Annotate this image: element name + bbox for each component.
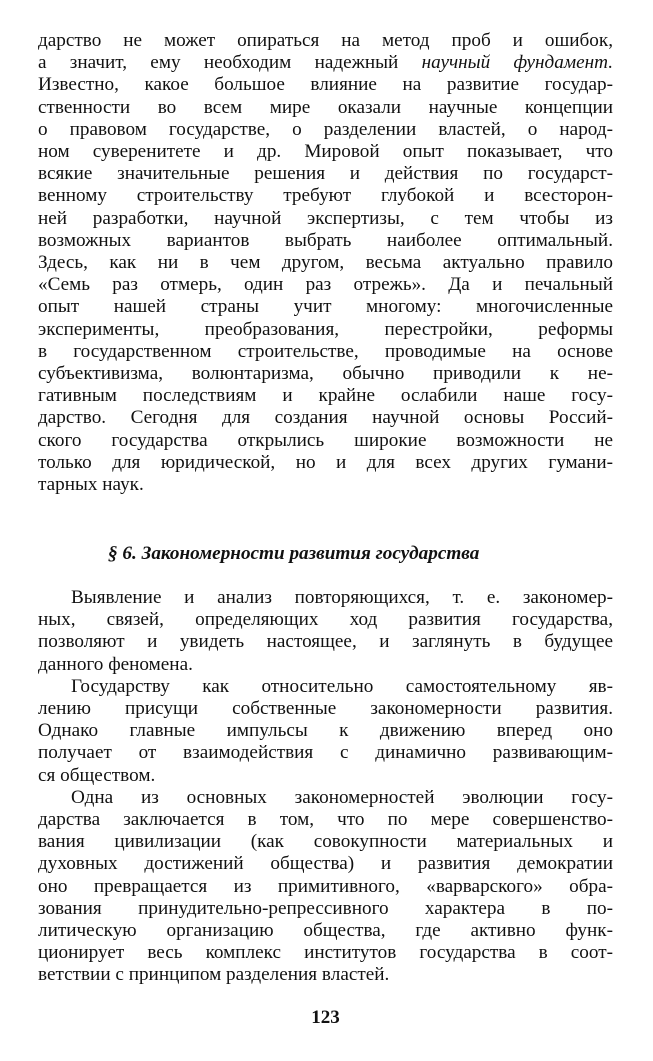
text-line: духовных достижений общества) и развития демократии bbox=[38, 853, 613, 875]
text-line: Одна из основных закономерностей эволюции госу- bbox=[71, 786, 613, 808]
text-line: гативным последствиям и крайне ослабили наше госу- bbox=[38, 385, 613, 407]
text-line: получает от взаимодействия с динамично развивающим- bbox=[38, 742, 613, 764]
text-line: лению присущи собственные закономерности развития. bbox=[38, 698, 613, 720]
text-line: ном суверенитете и др. Мировой опыт показывает, что bbox=[38, 141, 613, 163]
text-line: только для юридической, но и для всех других гумани- bbox=[38, 451, 613, 473]
text-line: о правовом государстве, о разделении властей, о народ- bbox=[38, 118, 613, 140]
text-line: дарства заключается в том, что по мере совершенство- bbox=[38, 809, 613, 831]
paragraph-2 bbox=[38, 587, 613, 676]
text-line: ского государства открылись широкие возможности не bbox=[38, 429, 613, 451]
text-line: Однако главные импульсы к движению вперед оно bbox=[38, 720, 613, 742]
text-line bbox=[38, 52, 613, 74]
text-line: вания цивилизации (как совокупности материальных и bbox=[38, 831, 613, 853]
text-line: субъективизма, волюнтаризма, обычно приводили к не- bbox=[38, 363, 613, 385]
page-number: 123 bbox=[311, 1007, 340, 1028]
text-line: позволяют и увидеть настоящее, и заглянуть в будущее bbox=[38, 631, 613, 653]
text-line: ветствии с принципом разделения властей. bbox=[38, 964, 390, 986]
text-line: ся обществом. bbox=[38, 764, 156, 786]
text-line: оно превращается из примитивного, «варварского» обра- bbox=[38, 875, 613, 897]
section-heading: § 6. Закономерности развития государства bbox=[108, 543, 480, 564]
text-line: всякие значительные решения и действия по государст- bbox=[38, 163, 613, 185]
text-line: зования принудительно-репрессивного характера в по- bbox=[38, 897, 613, 919]
text-line: дарство. Сегодня для создания научной основы Россий- bbox=[38, 407, 613, 429]
text-line: Государству как относительно самостоятельному яв- bbox=[71, 675, 613, 697]
text-line: данного феномена. bbox=[38, 653, 193, 675]
text-line: эксперименты, преобразования, перестройки, реформы bbox=[38, 318, 613, 340]
text-line: Известно, какое большое влияние на развитие государ- bbox=[38, 74, 613, 96]
text-fragment: а значит, ему необходим надежный bbox=[38, 52, 399, 74]
paragraph-1 bbox=[38, 30, 613, 496]
emphasis-text: научный фундамент. bbox=[421, 52, 614, 74]
text-line: Выявление и анализ повторяющихся, т. е. закономер- bbox=[71, 587, 613, 608]
paragraph-3 bbox=[38, 676, 613, 787]
text-line: Здесь, как ни в чем другом, весьма актуально правило bbox=[38, 252, 613, 274]
text-line: венному строительству требуют глубокой и всесторон- bbox=[38, 185, 613, 207]
text-line: ных, связей, определяющих ход развития государства, bbox=[38, 609, 613, 631]
page-body bbox=[38, 30, 614, 1028]
text-line: опыт нашей страны учит многому: многочисленные bbox=[38, 296, 613, 318]
text-line: дарство не может опираться на метод проб и ошибок, bbox=[38, 30, 613, 51]
text-line: возможных вариантов выбрать наиболее оптимальный. bbox=[38, 229, 613, 251]
text-line: ственности во всем мире оказали научные концепции bbox=[38, 96, 613, 118]
text-line: ционирует весь комплекс институтов государства в соот- bbox=[38, 942, 613, 964]
text-line: ней разработки, научной экспертизы, с тем чтобы из bbox=[38, 207, 613, 229]
text-line: «Семь раз отмерь, один раз отрежь». Да и печальный bbox=[38, 274, 613, 296]
section-body bbox=[38, 587, 613, 987]
text-line: тарных наук. bbox=[38, 474, 144, 496]
paragraph-4 bbox=[38, 787, 613, 987]
text-line: в государственном строительстве, проводимые на основе bbox=[38, 340, 613, 362]
text-line: литическую организацию общества, где активно функ- bbox=[38, 920, 613, 942]
